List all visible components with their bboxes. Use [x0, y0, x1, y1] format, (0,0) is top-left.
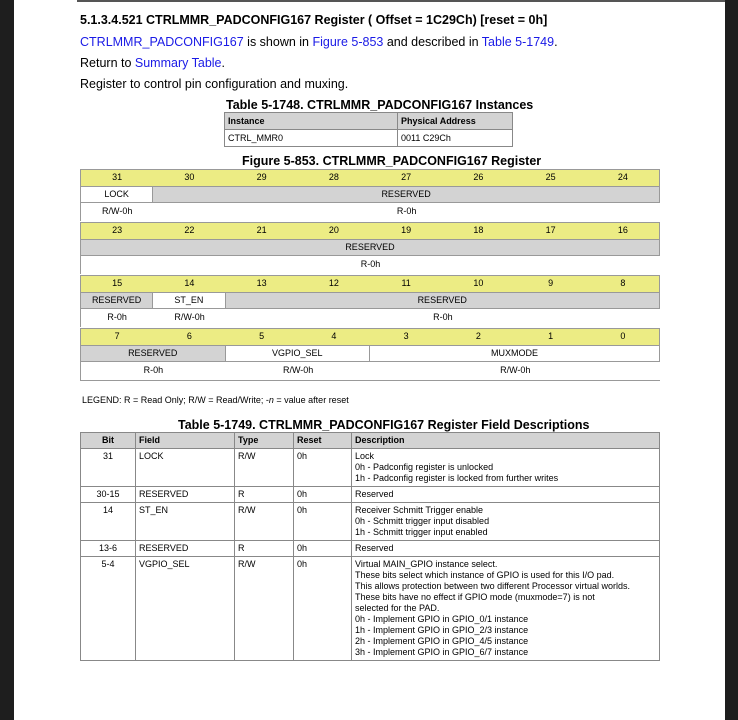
summary-table-link[interactable]: Summary Table [134, 56, 222, 70]
header-reset: Reset [294, 433, 352, 449]
access-row: R-0h R/W-0h R-0h [80, 309, 660, 327]
bit-number-row: 23 22 21 20 19 18 17 16 [80, 222, 660, 240]
field-reserved: RESERVED [226, 293, 660, 309]
bit-number-row: 15 14 13 12 11 10 9 8 [80, 275, 660, 293]
description-cell: Lock 0h - Padconfig register is unlocked 1h - Padconfig register is locked from further writes [352, 449, 660, 487]
intro-paragraph: CTRLMMR_PADCONFIG167 is shown in Figure 5-853 and described in Table 5-1749. [80, 35, 558, 49]
instance-cell: CTRL_MMR0 [225, 130, 398, 147]
bit-number-row: 31 30 29 28 27 26 25 24 [80, 169, 660, 187]
header-field: Field [136, 433, 235, 449]
description-cell: Reserved [352, 541, 660, 557]
register-summary: Register to control pin configuration and muxing. [80, 77, 349, 91]
table-row: 30-15 RESERVED R 0h Reserved [81, 487, 660, 503]
register-bits-23-16 [80, 222, 660, 274]
access-row: R-0h R/W-0h R/W-0h [80, 362, 660, 381]
instances-table-caption: Table 5-1748. CTRLMMR_PADCONFIG167 Instances [226, 98, 534, 112]
field-descriptions-table [80, 432, 660, 661]
field-reserved: RESERVED [153, 187, 659, 203]
table-row: 5-4 VGPIO_SEL R/W 0h Virtual MAIN_GPIO instance select. These bits select which instance of GPIO is used for this I/O pad. This allows protection between two different Processor virtual worlds. These bits have no effect if GPIO mode (muxmode=7) is not selected for the PAD. 0h - Implement GPIO in GPIO_0/1 instance 1h - Implement GPIO in GPIO_2/3 instance 2h - Implement GPIO in GPIO_4/5 instance 3h - Implement GPIO in GPIO_6/7 instance [81, 557, 660, 661]
table-row: 13-6 RESERVED R 0h Reserved [81, 541, 660, 557]
page-top-border [77, 0, 725, 2]
description-cell: Receiver Schmitt Trigger enable 0h - Schmitt trigger input disabled 1h - Schmitt trigger input enabled [352, 503, 660, 541]
return-paragraph: Return to Summary Table. [80, 56, 225, 70]
field-name-row [80, 346, 660, 362]
table-row: 31 LOCK R/W 0h Lock 0h - Padconfig register is unlocked 1h - Padconfig register is locked from further writes [81, 449, 660, 487]
access-row: R-0h [80, 256, 660, 274]
field-name-row [80, 293, 660, 309]
register-link[interactable]: CTRLMMR_PADCONFIG167 [80, 35, 244, 49]
field-name-row [80, 187, 660, 203]
field-muxmode: MUXMODE [370, 346, 659, 362]
field-reserved: RESERVED [81, 293, 153, 309]
header-bit: Bit [81, 433, 136, 449]
header-instance: Instance [225, 113, 398, 130]
bit-number-row: 7 6 5 4 3 2 1 0 [80, 328, 660, 346]
field-name-row [80, 240, 660, 256]
address-cell: 0011 C29Ch [398, 130, 513, 147]
section-heading: 5.1.3.4.521 CTRLMMR_PADCONFIG167 Register ( Offset = 1C29Ch) [reset = 0h] [80, 13, 548, 27]
register-legend: LEGEND: R = Read Only; R/W = Read/Write; -n = value after reset [82, 395, 349, 405]
register-bits-7-0 [80, 328, 660, 381]
register-figure-caption: Figure 5-853. CTRLMMR_PADCONFIG167 Register [242, 154, 542, 168]
register-bits-31-24 [80, 169, 660, 221]
description-cell: Reserved [352, 487, 660, 503]
table-row: 14 ST_EN R/W 0h Receiver Schmitt Trigger enable 0h - Schmitt trigger input disabled 1h - Schmitt trigger input enabled [81, 503, 660, 541]
field-vgpio-sel: VGPIO_SEL [226, 346, 371, 362]
field-table-caption: Table 5-1749. CTRLMMR_PADCONFIG167 Register Field Descriptions [178, 418, 590, 432]
field-reserved: RESERVED [81, 346, 226, 362]
document-page [14, 0, 725, 720]
field-reserved: RESERVED [81, 240, 659, 256]
header-physical-address: Physical Address [398, 113, 513, 130]
field-lock: LOCK [81, 187, 153, 203]
table-link[interactable]: Table 5-1749 [481, 35, 555, 49]
access-row: R/W-0h R-0h [80, 203, 660, 221]
description-cell: Virtual MAIN_GPIO instance select. These bits select which instance of GPIO is used for this I/O pad. This allows protection between two different Processor virtual worlds. These bits have no effect if GPIO mode (muxmode=7) is not selected for the PAD. 0h - Implement GPIO in GPIO_0/1 instance 1h - Implement GPIO in GPIO_2/3 instance 2h - Implement GPIO in GPIO_4/5 instance 3h - Implement GPIO in GPIO_6/7 instance [352, 557, 660, 661]
field-st-en: ST_EN [153, 293, 225, 309]
register-bits-15-8 [80, 275, 660, 327]
header-description: Description [352, 433, 660, 449]
instances-table [224, 112, 513, 147]
figure-link[interactable]: Figure 5-853 [312, 35, 384, 49]
table-row [225, 130, 513, 147]
header-type: Type [235, 433, 294, 449]
